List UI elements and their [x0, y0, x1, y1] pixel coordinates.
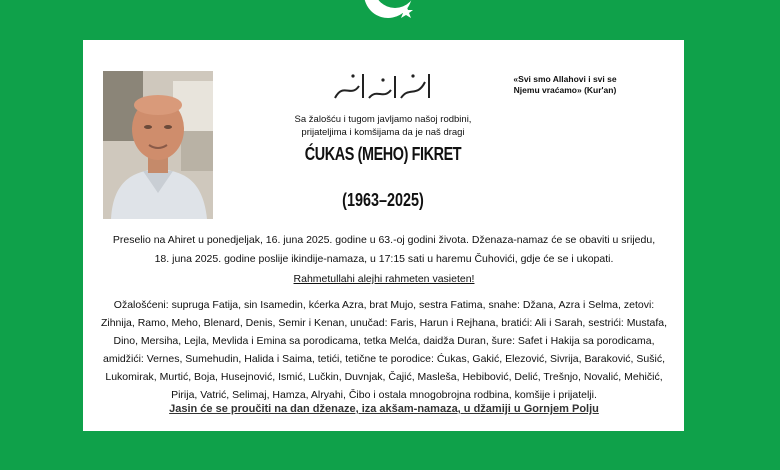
quran-quote [485, 74, 645, 96]
mourners-line: Zihnija, Ramo, Meho, Blenard, Denis, Semir i Kenan, unučad: Faris, Harun i Rejhana, bratići: Ali i Sarah, sestrići: Mustafa, [100, 317, 668, 329]
arabic-calligraphy [323, 68, 443, 106]
mourners-list [97, 296, 671, 404]
intro-line: prijateljima i komšijama da je naš dragi [301, 127, 465, 138]
obituary-card [83, 40, 684, 431]
announcement-line: 18. juna 2025. godine poslije ikindije-namaza, u 17:15 sati u haremu Čuhovići, gdje će se i ukopati. [154, 253, 614, 265]
deceased-name: ĆUKAS (MEHO) FIKRET [304, 144, 462, 164]
quote-line: Njemu vraćamo» (Kur'an) [513, 85, 617, 95]
crescent-star-icon [350, 0, 430, 26]
intro-text [243, 113, 523, 139]
deceased-years: (1963–2025) [342, 190, 424, 210]
prayer-text: Rahmetullahi alejhi rahmeten vasieten! [293, 273, 475, 285]
quote-line: «Svi smo Allahovi i svi se [513, 74, 617, 84]
mourners-line: Lukomirak, Murtić, Boja, Husejnović, Ismić, Lučkin, Duvnjak, Čajić, Masleša, Hebibović, Delić, Trešnjo, Novalić, Mehičić, [105, 371, 663, 383]
announcement-text [97, 231, 671, 269]
mourners-line: Ožalošćeni: supruga Fatija, sin Isamedin, kćerka Azra, brat Mujo, sestra Fatima, snahe: Džana, Azra i Selma, zetovi: [113, 299, 655, 311]
jasin-notice: Jasin će se proučiti na dan dženaze, iza akšam-namaza, u džamiji u Gornjem Polju [169, 403, 599, 415]
mourners-line: amidžići: Vernes, Sumehudin, Halida i Saima, tetići, tetične te porodice: Ćukas, Gakić, Elezović, Sivrija, Baraković, Sušić, [103, 353, 665, 365]
intro-line: Sa žalošću i tugom javljamo našoj rodbini, [294, 114, 472, 125]
mourners-line: Dino, Mersiha, Lejla, Mevlida i Emina sa porodicama, tetka Melća, daidža Duran, šure: Safet i Hakija sa porodicama, [113, 335, 655, 347]
mourners-line: Pirija, Vatrić, Selimaj, Hamza, Alryahi, Čibo i ostala mnogobrojna rodbina, komšije i prijatelji. [171, 389, 597, 401]
portrait-photo [103, 71, 213, 219]
announcement-line: Preselio na Ahiret u ponedjeljak, 16. juna 2025. godine u 63.-oj godini života. Dženaza-namaz će se obaviti u srijedu, [112, 234, 656, 246]
